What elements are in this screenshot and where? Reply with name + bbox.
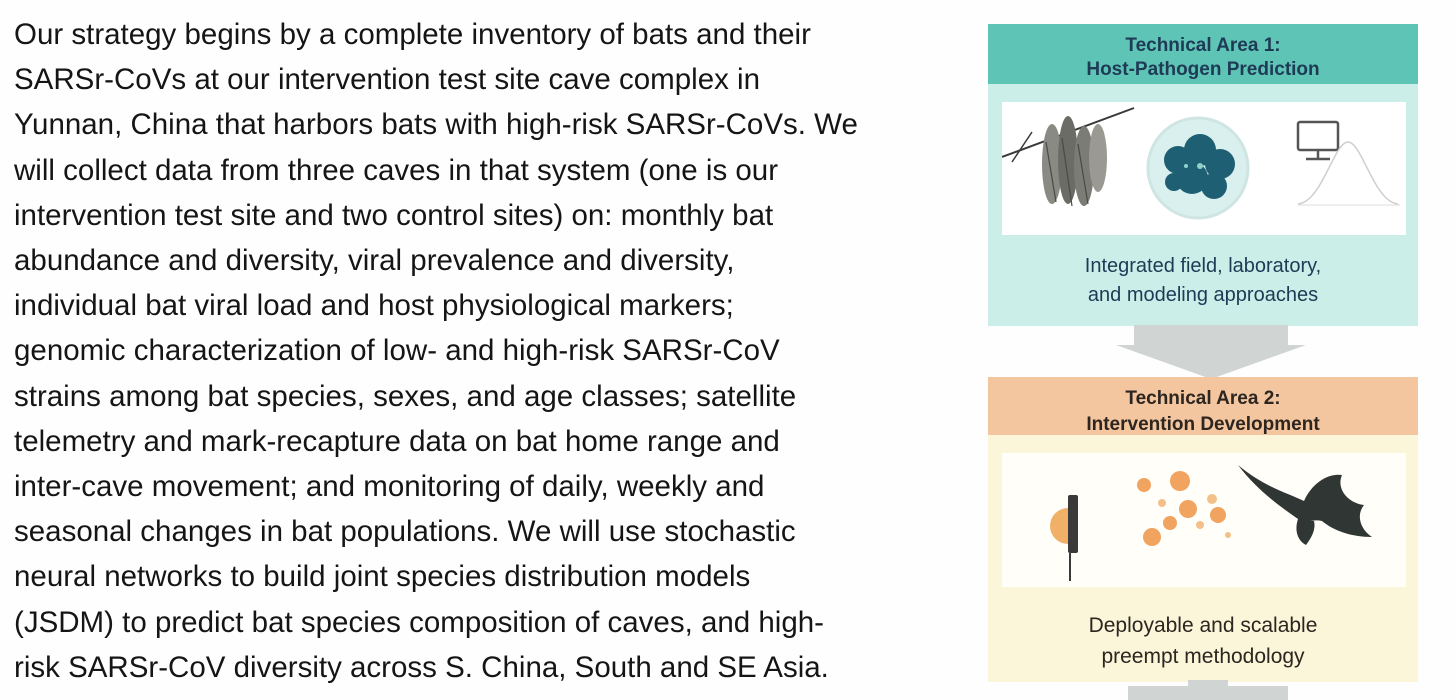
caption-line: Deployable and scalable (1088, 614, 1318, 637)
paragraph-line: genomic characterization of low- and high-risk SARSr-CoV (14, 334, 780, 368)
paragraph-line: individual bat viral load and host physiological markers; (14, 289, 734, 323)
paragraph-line: Our strategy begins by a complete inventory of bats and their (14, 18, 811, 51)
technical-area-2-header (988, 377, 1418, 435)
computer-model-icon (1298, 122, 1400, 205)
technical-area-1-title (988, 34, 1418, 82)
technical-area-2-title (988, 386, 1418, 438)
paragraph-line: intervention test site and two control sites) on: monthly bat (14, 198, 774, 232)
hanging-bats-icon (1002, 108, 1134, 206)
paragraph-line: telemetry and mark-recapture data on bat home range and (14, 424, 780, 458)
technical-areas-figure (988, 24, 1418, 700)
paragraph-line: risk SARSr-CoV diversity across S. China, South and SE Asia. (14, 650, 829, 684)
paragraph-line: (JSDM) to predict bat species composition of caves, and high- (14, 605, 824, 639)
technical-area-2-caption (988, 610, 1418, 672)
paragraph-line: strains among bat species, sexes, and age classes; satellite (14, 379, 797, 413)
caption-line: preempt methodology (1101, 645, 1305, 668)
technical-area-1-illustration (1002, 102, 1406, 235)
title-line: Technical Area 1: (1125, 35, 1281, 56)
technical-area-2-panel (988, 435, 1418, 682)
technical-area-2-illustration (1002, 453, 1406, 587)
particles-icon (1137, 471, 1231, 546)
sprayer-device-icon (1050, 495, 1078, 581)
paragraph-line: abundance and diversity, viral prevalence and diversity, (14, 244, 735, 278)
title-line: Intervention Development (1086, 414, 1320, 435)
caption-line: and modeling approaches (1087, 284, 1319, 306)
caption-line: Integrated field, laboratory, (1084, 255, 1322, 277)
paragraph-line: inter-cave movement; and monitoring of daily, weekly and (14, 470, 765, 504)
paragraph-line: neural networks to build joint species distribution models (14, 560, 751, 594)
paragraph-line: will collect data from three caves in that system (one is our (14, 153, 779, 187)
down-arrow-icon (1108, 680, 1308, 700)
technical-area-1-caption (988, 252, 1418, 310)
virus-icon (1148, 118, 1248, 218)
technical-area-1-panel (988, 24, 1418, 326)
flying-bat-icon (1238, 465, 1372, 545)
down-arrow-icon (1116, 325, 1306, 379)
technical-area-1-header (988, 24, 1418, 84)
title-line: Host-Pathogen Prediction (1086, 59, 1320, 80)
body-paragraph (14, 12, 964, 690)
paragraph-line: Yunnan, China that harbors bats with high-risk SARSr-CoVs. We (14, 108, 858, 142)
paragraph-line: seasonal changes in bat populations. We will use stochastic (14, 515, 796, 549)
paragraph-line: SARSr-CoVs at our intervention test site cave complex in (14, 63, 761, 97)
title-line: Technical Area 2: (1125, 388, 1281, 409)
